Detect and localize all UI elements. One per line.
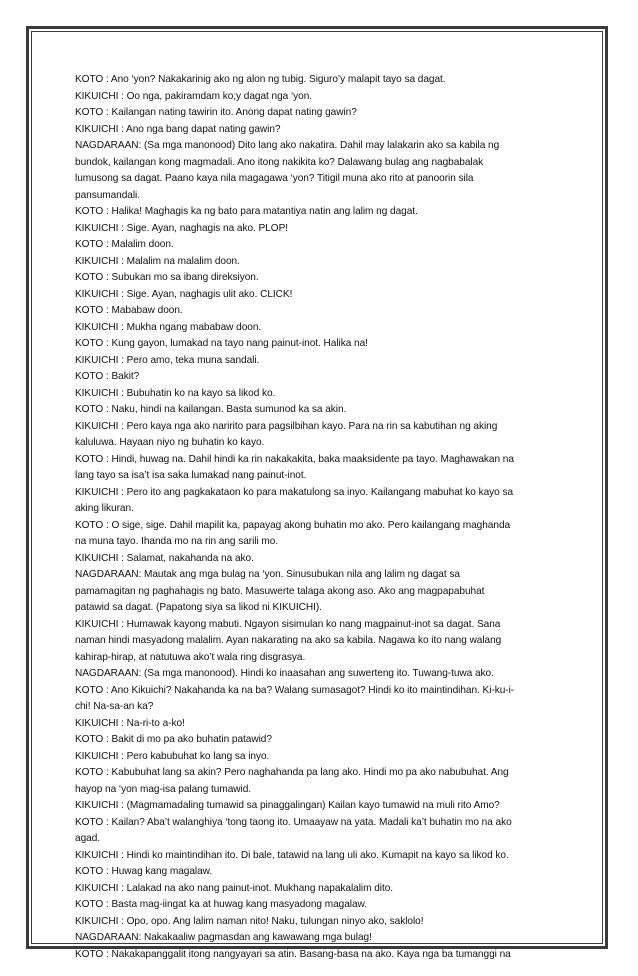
text-line: KIKUICHI : Humawak kayong mabuti. Ngayon sisimulan ko nang magpainut-inot sa dagat. Sana bbox=[75, 618, 501, 630]
text-line: KIKUICHI : Opo, opo. Ang lalim naman nito! Naku, tulungan ninyo ako, saklolo! bbox=[75, 915, 424, 927]
text-line: KIKUICHI : Oo nga, pakiramdam ko;y dagat nga ‘yon. bbox=[75, 90, 313, 102]
text-line: lumusong sa dagat. Paano kaya nila magagawa ‘yon? Titigil muna ako rito at panoorin sila bbox=[75, 173, 474, 184]
text-line: KOTO : Basta mag-iingat ka at huwag kang masyadong magalaw. bbox=[75, 899, 367, 910]
text-line: bundok, kailangan kong magmadali. Ano itong nakikita ko? Dalawang bulag ang nagbabalak bbox=[75, 156, 484, 168]
text-line: KOTO : Malalim doon. bbox=[75, 239, 174, 250]
document-body bbox=[75, 72, 565, 963]
text-line: KIKUICHI : (Magmamadaling tumawid sa pinaggalingan) Kailan kayo tumawid na muli rito Amo? bbox=[75, 800, 500, 811]
text-line: KIKUICHI : Sige. Ayan, naghagis ulit ako. CLICK! bbox=[75, 288, 293, 300]
text-line: KIKUICHI : Bubuhatin ko na kayo sa likod ko. bbox=[75, 387, 276, 399]
text-line: KOTO : Ano Kikuichi? Nakahanda ka na ba? Walang sumasagot? Hindi ko ito maintindihan. Ki-ku-i- bbox=[75, 684, 515, 696]
text-line: NAGDARAAN: (Sa mga manonood). Hindi ko inaasahan ang suwerteng ito. Tuwang-tuwa ako. bbox=[75, 668, 494, 679]
text-line: KOTO : Bakit di mo pa ako buhatin patawid? bbox=[75, 734, 272, 745]
text-line: lang tayo sa isa’t isa saka lumakad nang painut-inot. bbox=[75, 470, 307, 481]
text-line: KOTO : Nakakapanggalit itong nangyayari sa atin. Basang-basa na ako. Kaya nga ba tumanggi na bbox=[75, 948, 511, 960]
text-line: KIKUICHI : Hindi ko maintindihan ito. Di bale, tatawid na lang uli ako. Kumapit na kayo sa likod ko. bbox=[75, 849, 509, 861]
text-line: KIKUICHI : Lalakad na ako nang painut-inot. Mukhang napakalalim dito. bbox=[75, 882, 394, 894]
text-line: pamamagitan ng paghahagis ng bato. Masuwerte talaga akong aso. Ako ang magpapabuhat bbox=[75, 585, 485, 597]
text-line: aking likuran. bbox=[75, 503, 134, 514]
text-line: NAGDARAAN: Mautak ang mga bulag na ‘yon. Sinusubukan nila ang lalim ng dagat sa bbox=[75, 569, 460, 580]
text-line: KIKUICHI : Pero ito ang pagkakataon ko para makatulong sa inyo. Kailangang mabuhat ko kayo sa bbox=[75, 486, 514, 498]
text-line: KIKUICHI : Pero kabubuhat ko lang sa inyo. bbox=[75, 750, 270, 762]
text-line: hayop na ‘yon mag-isa palang tumawid. bbox=[75, 783, 252, 795]
text-line: naman hindi masyadong malalim. Ayan nakarating na ako sa kabila. Nagawa ko ito nang walang bbox=[75, 635, 502, 646]
text-line: KIKUICHI : Pero amo, teka muna sandali. bbox=[75, 354, 260, 366]
text-line: KOTO : Kailan? Aba’t walanghiya ‘tong taong ito. Umaayaw na yata. Madali ka’t buhatin mo na ako bbox=[75, 816, 512, 828]
text-line: KIKUICHI : Salamat, nakahanda na ako. bbox=[75, 552, 254, 564]
text-line: agad. bbox=[75, 833, 101, 844]
text-line: KIKUICHI : Ano nga bang dapat nating gawin? bbox=[75, 123, 281, 135]
text-line: KOTO : Kabubuhat lang sa akin? Pero naghahanda pa lang ako. Hindi mo pa ako nabubuhat. Ang bbox=[75, 767, 509, 778]
text-line: KOTO : Mababaw doon. bbox=[75, 305, 183, 316]
text-line: KIKUICHI : Pero kaya nga ako naririto para pagsilbihan kayo. Para na rin sa kabutihan ng aking bbox=[75, 420, 498, 432]
text-line: KOTO : O sige, sige. Dahil mapilit ka, papayag akong buhatin mo ako. Pero kailangang maghanda bbox=[75, 519, 511, 531]
text-line: KOTO : Kung gayon, lumakad na tayo nang painut-inot. Halika na! bbox=[75, 338, 368, 349]
text-line: KOTO : Naku, hindi na kailangan. Basta sumunod ka sa akin. bbox=[75, 404, 347, 415]
text-line: na muna tayo. Ihanda mo na rin ang sarili mo. bbox=[75, 536, 279, 547]
text-line: kaluluwa. Hayaan niyo ng buhatin ko kayo. bbox=[75, 437, 265, 448]
text-line: KOTO : Halika! Maghagis ka ng bato para matantiya natin ang lalim ng dagat. bbox=[75, 206, 418, 217]
text-line: patawid sa dagat. (Papatong siya sa likod ni KIKUICHI). bbox=[75, 602, 322, 613]
text-line: KOTO : Kailangan nating tawirin ito. Anong dapat nating gawin? bbox=[75, 107, 357, 118]
text-line: KOTO : Ano ‘yon? Nakakarinig ako ng alon ng tubig. Siguro’y malapit tayo sa dagat. bbox=[75, 74, 446, 85]
text-line: chi! Na-sa-an ka? bbox=[75, 701, 154, 712]
text-line: KIKUICHI : Na-ri-to a-ko! bbox=[75, 717, 185, 729]
text-line: KOTO : Huwag kang magalaw. bbox=[75, 866, 213, 877]
text-line: pansumandali. bbox=[75, 189, 141, 201]
text-line: KIKUICHI : Sige. Ayan, naghagis na ako. PLOP! bbox=[75, 222, 289, 234]
text-line: KOTO : Subukan mo sa ibang direksiyon. bbox=[75, 272, 259, 283]
text-line: KIKUICHI : Mukha ngang mababaw doon. bbox=[75, 321, 262, 333]
text-line: NAGDARAAN: (Sa mga manonood) Dito lang ako nakatira. Dahil may lalakarin ako sa kabila ng bbox=[75, 140, 500, 151]
text-line: KOTO : Hindi, huwag na. Dahil hindi ka rin nakakakita, baka maaksidente pa tayo. Maghawakan na bbox=[75, 453, 514, 465]
text-line: KOTO : Bakit? bbox=[75, 371, 140, 382]
text-line: kahirap-hirap, at natutuwa ako’t wala ring disgrasya. bbox=[75, 651, 306, 663]
text-line: KIKUICHI : Malalim na malalim doon. bbox=[75, 255, 240, 267]
text-line: NAGDARAAN: Nakakaaliw pagmasdan ang kawawang mga bulag! bbox=[75, 932, 372, 943]
